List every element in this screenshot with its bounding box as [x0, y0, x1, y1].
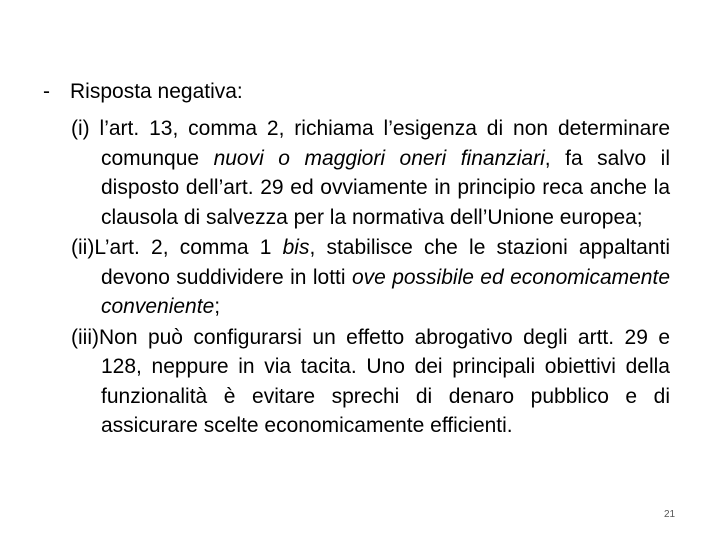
item-text-italic: nuovi o maggiori oneri finanziari — [213, 146, 545, 170]
item-marker: (i) — [71, 117, 90, 140]
list-item — [71, 233, 670, 322]
item-text: , fa salvo il disposto dell’art. 29 ed ovviamente in principio reca anche la clausola di salvezza per la normativa dell’Unione europea; — [101, 146, 670, 229]
item-text: ; — [214, 295, 221, 318]
page-number: 21 — [664, 509, 676, 520]
bullet-heading — [43, 78, 243, 106]
item-text: , stabilisce che le stazioni appaltanti devono suddividere in lotti — [101, 236, 671, 289]
item-marker: (ii) — [71, 236, 95, 259]
list-item — [71, 114, 670, 232]
item-text: l’art. 13, comma 2, richiama l’esigenza di non determinare comunque — [89, 117, 670, 170]
numbered-list — [71, 114, 670, 442]
item-marker: (iii) — [71, 325, 99, 349]
heading-text: Risposta negativa: — [70, 80, 243, 103]
bullet-dash: - — [43, 80, 50, 103]
item-text: L’art. 2, comma 1 — [94, 236, 283, 259]
item-text: Non può configurarsi un effetto abrogativo degli artt. 29 e 128, neppure in via tacita. Uno dei principali obiettivi della funzionalità è evitare sprechi di denaro pubblico e di assicurare scelte economicamente efficienti. — [98, 325, 670, 437]
item-text-italic: ove possibile ed economicamente conveniente — [101, 265, 670, 318]
list-item — [71, 323, 670, 441]
item-text-italic: bis — [282, 236, 310, 259]
